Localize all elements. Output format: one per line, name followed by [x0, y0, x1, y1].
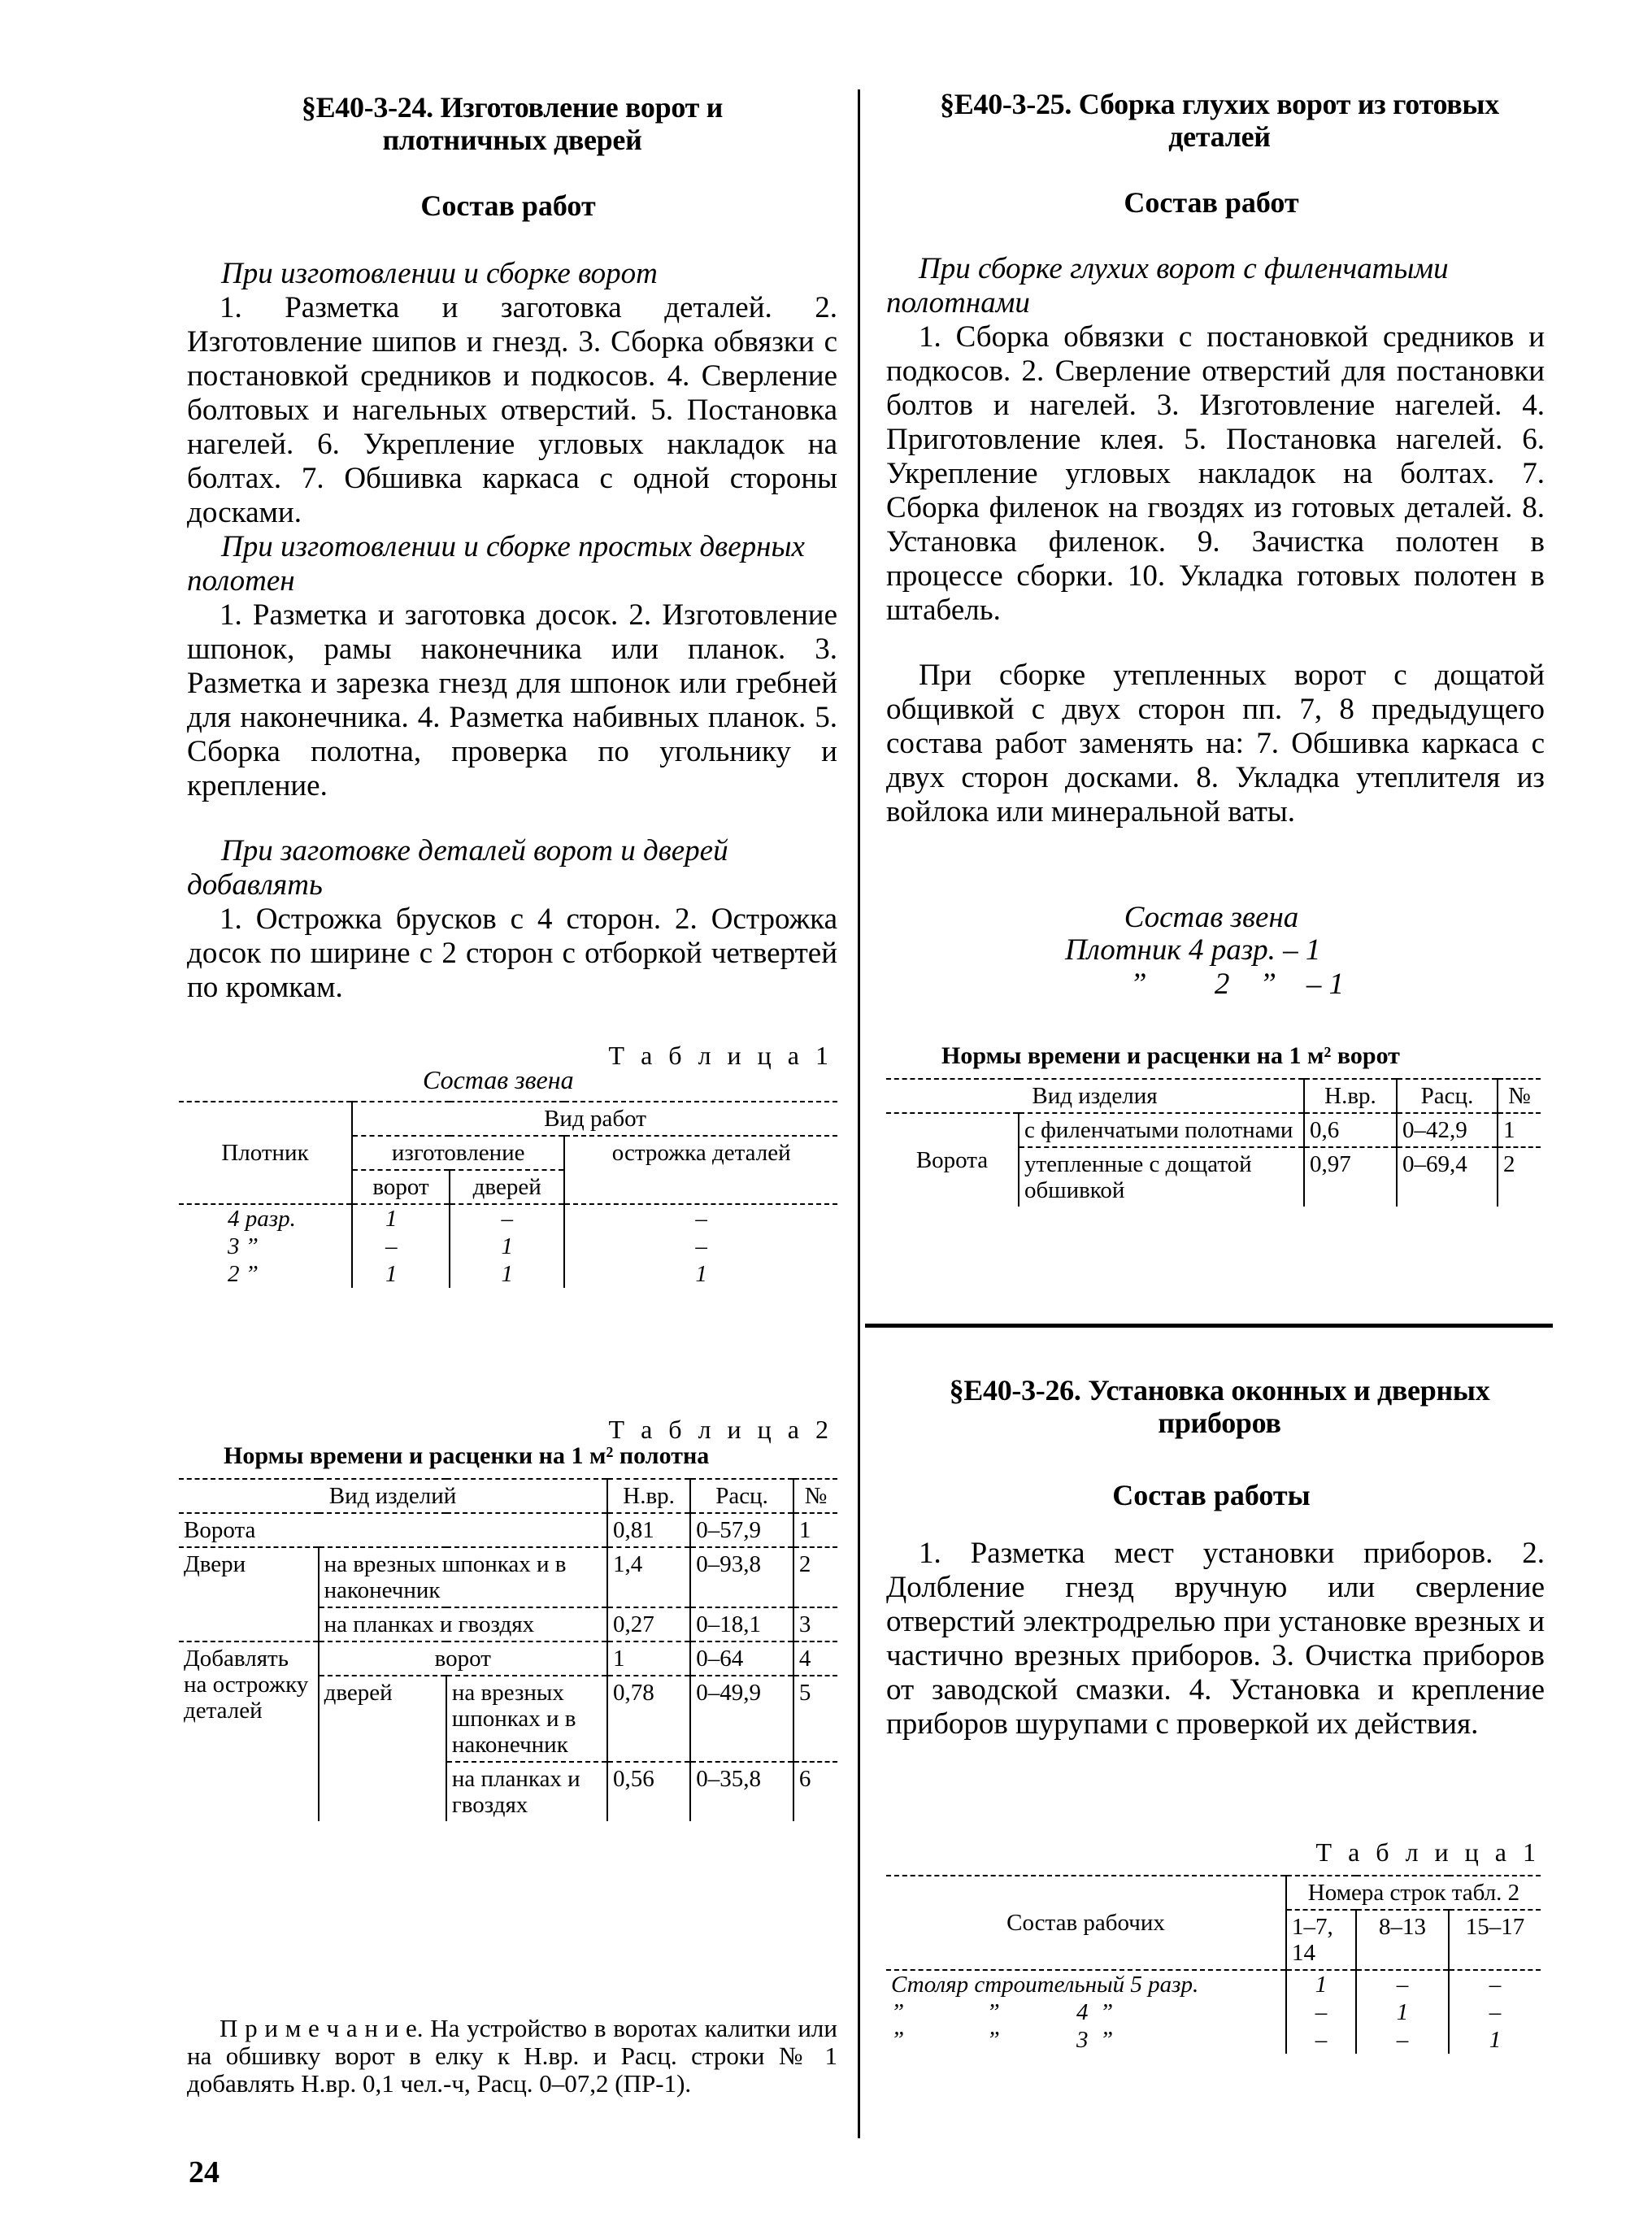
- col-group-3: 15–17: [1449, 1910, 1541, 1970]
- section-heading-26: §E40-3-26. Установка оконных и дверных приборов: [949, 1374, 1490, 1439]
- group-text-1: 1. Разметка и заготовка деталей. 2. Изготовление шипов и гнезд. 3. Сборка обвязки с постановкой средников и подкосов. 4. Сверление болтовых и нагельных отверстий. 5. Постановка нагелей. 6. Укрепление угловых накладок на болтах. 7. Обшивка каркаса с одной стороны досками.: [187, 291, 837, 529]
- section-heading-24: §E40-3-24. Изготовление ворот и плотничных дверей: [301, 91, 724, 156]
- table1-subcaption: Состав звена: [423, 1065, 574, 1094]
- cell-group-2: –: [1356, 1970, 1449, 1998]
- workers-table: [886, 1875, 1541, 2054]
- cell-no: 4: [793, 1641, 837, 1676]
- col-kind: Вид изделия: [1032, 1083, 1158, 1109]
- right-table2-caption: Т а б л и ц а 1: [1315, 1837, 1541, 1867]
- cell-no: 3: [793, 1607, 837, 1641]
- row-label: на планках и гвоздях: [319, 1607, 607, 1641]
- row-label: Ворота: [184, 1517, 256, 1543]
- cell-norm: 0,6: [1304, 1113, 1397, 1147]
- cell-doors: 1: [450, 1233, 564, 1260]
- group-title-3: При заготовке деталей ворот и дверей добавлять: [187, 834, 728, 902]
- cell-group-1: –: [1286, 1998, 1356, 2026]
- row-label: на врезных шпонках и в наконечник: [446, 1676, 607, 1762]
- row-label: ворот: [319, 1641, 607, 1676]
- cell-doors: –: [450, 1204, 564, 1233]
- col-doors: дверей: [450, 1170, 564, 1204]
- cell-gates: –: [352, 1233, 450, 1260]
- section-subheading-2: Состав работы: [1112, 1479, 1311, 1511]
- col-plane: острожка деталей: [564, 1136, 837, 1204]
- col-work-types: Вид работ: [352, 1102, 837, 1136]
- group-text-3: 1. Острожка брусков с 4 сторон. 2. Острожка досок по ширине с 2 сторон с отборкой четвертей по кромкам.: [187, 902, 837, 1004]
- crew-title: Состав звена: [1124, 901, 1299, 934]
- col-norm: Н.вр.: [1304, 1079, 1397, 1113]
- col-group-2: 8–13: [1356, 1910, 1449, 1970]
- section-subheading: Состав работ: [1124, 186, 1299, 219]
- cell-rate: 0–18,1: [690, 1607, 793, 1641]
- cell-group-2: –: [1356, 2026, 1449, 2054]
- cell-no: 5: [793, 1676, 837, 1762]
- cell-group-3: 1: [1449, 2026, 1541, 2054]
- cell-norm: 0,78: [607, 1676, 690, 1762]
- cell-plane: 1: [564, 1260, 837, 1288]
- col-workers: Состав рабочих: [1006, 1910, 1165, 1936]
- col-row-numbers: Номера строк табл. 2: [1286, 1876, 1541, 1910]
- work-text-3: 1. Разметка мест установки приборов. 2. Долбление гнезд вручную или сверление отверстий электродрелью при установке врезных и частично врезных приборов. 3. Очистка приборов от заводской смазки. 4. Установка и крепление приборов шурупами с проверкой их действия.: [886, 1537, 1545, 1741]
- table-row: [179, 1233, 837, 1260]
- right-table-title: Нормы времени и расценки на 1 м² ворот: [941, 1042, 1400, 1069]
- work-text-2: При сборке утепленных ворот с дощатой общивкой с двух сторон пп. 7, 8 предыдущего состава работ заменять на: 7. Обшивка каркаса с двух сторон досками. 8. Укладка утеплителя из войлока или минеральной ваты.: [886, 659, 1545, 828]
- row-label: на врезных шпонках и в наконечник: [319, 1547, 607, 1607]
- table-note: П р и м е ч а н и е. На устройство в воротах калитки или на обшивку ворот в елку к Н.вр. и Расц. строки № 1 добавлять Н.вр. 0,1 чел.-ч, Расц. 0–07,2 (ПР-1).: [187, 2014, 837, 2098]
- table-row: [179, 1204, 837, 1233]
- cell-norm: 0,81: [607, 1513, 690, 1547]
- crew-table-1: [179, 1101, 837, 1288]
- col-gates: ворот: [352, 1170, 450, 1204]
- section-divider: [865, 1324, 1553, 1328]
- table-row: [179, 1260, 837, 1288]
- row-label: ” ” 4 ”: [891, 1999, 1114, 2025]
- group-label-doors: Двери: [184, 1551, 246, 1577]
- table1-caption: Т а б л и ц а 1: [608, 1041, 833, 1070]
- cell-no: 2: [793, 1547, 837, 1607]
- group-label-doors-2: дверей: [319, 1676, 446, 1821]
- table-row: [179, 1641, 837, 1676]
- table-row: [886, 2026, 1541, 2054]
- cell-group-1: –: [1286, 2026, 1356, 2054]
- norms-table-2: [179, 1478, 837, 1821]
- table2-caption: Т а б л и ц а 2: [608, 1415, 833, 1444]
- cell-rate: 0–57,9: [690, 1513, 793, 1547]
- cell-group-2: 1: [1356, 1998, 1449, 2026]
- cell-doors: 1: [450, 1260, 564, 1288]
- cell-rate: 0–49,9: [690, 1676, 793, 1762]
- table-row: [886, 1970, 1541, 1998]
- cell-norm: 1: [607, 1641, 690, 1676]
- cell-rate: 0–69,4: [1397, 1147, 1498, 1207]
- row-label: Столяр строительный 5 разр.: [891, 1972, 1199, 1998]
- cell-gates: 1: [352, 1204, 450, 1233]
- cell-rate: 0–64: [690, 1641, 793, 1676]
- table-row: [886, 1113, 1541, 1147]
- cell-no: 2: [1498, 1147, 1541, 1207]
- page-number: 24: [189, 2155, 220, 2189]
- row-label: 4 разр.: [228, 1206, 296, 1232]
- row-label: утепленные с дощатой обшивкой: [1019, 1147, 1304, 1207]
- col-no: №: [793, 1479, 837, 1513]
- cell-group-3: –: [1449, 1998, 1541, 2026]
- cell-rate: 0–35,8: [690, 1762, 793, 1821]
- col-worker: Плотник: [221, 1140, 309, 1166]
- col-group-1: 1–7, 14: [1286, 1910, 1356, 1970]
- cell-norm: 0,97: [1304, 1147, 1397, 1207]
- group-title-1: При изготовлении и сборке ворот: [221, 257, 658, 290]
- col-rate: Расц.: [690, 1479, 793, 1513]
- group-text-2: 1. Разметка и заготовка досок. 2. Изготовление шпонок, рамы наконечника или планок. 3. Разметка и зарезка гнезд для шпонок или гребней для наконечника. 4. Разметка набивных планок. 5. Сборка полотна, проверка по угольнику и крепление.: [187, 598, 837, 802]
- row-label: на планках и гвоздях: [446, 1762, 607, 1821]
- work-text-1: 1. Сборка обвязки с постановкой средников и подкосов. 2. Сверление отверстий для постановки болтов и нагелей. 3. Изготовление нагелей. 4. Приготовление клея. 5. Постановка нагелей. 6. Укрепление угловых накладок на болтах. 7. Сборка филенок на гвоздях из готовых деталей. 8. Установка филенок. 9. Зачистка полотен в процессе сборки. 10. Укладка готовых полотен в штабель.: [886, 320, 1545, 627]
- table-row: [179, 1513, 837, 1547]
- group-title: При сборке глухих ворот с филенчатыми полотнами: [886, 252, 1449, 320]
- crew-line-2: ” 2 ” – 1: [1130, 968, 1345, 1001]
- row-label: с филенчатыми полотнами: [1019, 1113, 1304, 1147]
- column-divider: [858, 89, 860, 2138]
- group-label-add: Добавлять на острожку деталей: [184, 1646, 309, 1724]
- cell-no: 1: [793, 1513, 837, 1547]
- cell-no: 6: [793, 1762, 837, 1821]
- col-kind: Вид изделий: [328, 1483, 457, 1509]
- cell-gates: 1: [352, 1260, 450, 1288]
- row-label: 2 ”: [228, 1261, 259, 1287]
- section-subheading: Состав работ: [420, 189, 596, 222]
- cell-group-3: –: [1449, 1970, 1541, 1998]
- row-label: 3 ”: [228, 1233, 259, 1259]
- section-heading-25: §E40-3-25. Сборка глухих ворот из готовых деталей: [940, 88, 1499, 153]
- crew-line-1: Плотник 4 разр. – 1: [1065, 933, 1321, 967]
- col-rate: Расц.: [1397, 1079, 1498, 1113]
- cell-norm: 0,56: [607, 1762, 690, 1821]
- table-row: [886, 1998, 1541, 2026]
- table-row: [179, 1547, 837, 1607]
- cell-group-1: 1: [1286, 1970, 1356, 1998]
- group-title-2: При изготовлении и сборке простых дверных полотен: [187, 530, 805, 598]
- cell-norm: 1,4: [607, 1547, 690, 1607]
- norms-table-gates: [886, 1078, 1541, 1207]
- cell-plane: –: [564, 1233, 837, 1260]
- cell-rate: 0–42,9: [1397, 1113, 1498, 1147]
- col-make: изготовление: [352, 1136, 564, 1170]
- cell-no: 1: [1498, 1113, 1541, 1147]
- group-label-gates: Ворота: [915, 1147, 989, 1173]
- col-norm: Н.вр.: [607, 1479, 690, 1513]
- col-no: №: [1498, 1079, 1541, 1113]
- cell-rate: 0–93,8: [690, 1547, 793, 1607]
- cell-norm: 0,27: [607, 1607, 690, 1641]
- table2-title: Нормы времени и расценки на 1 м² полотна: [224, 1442, 710, 1469]
- row-label: ” ” 3 ”: [891, 2027, 1114, 2053]
- cell-plane: –: [564, 1204, 837, 1233]
